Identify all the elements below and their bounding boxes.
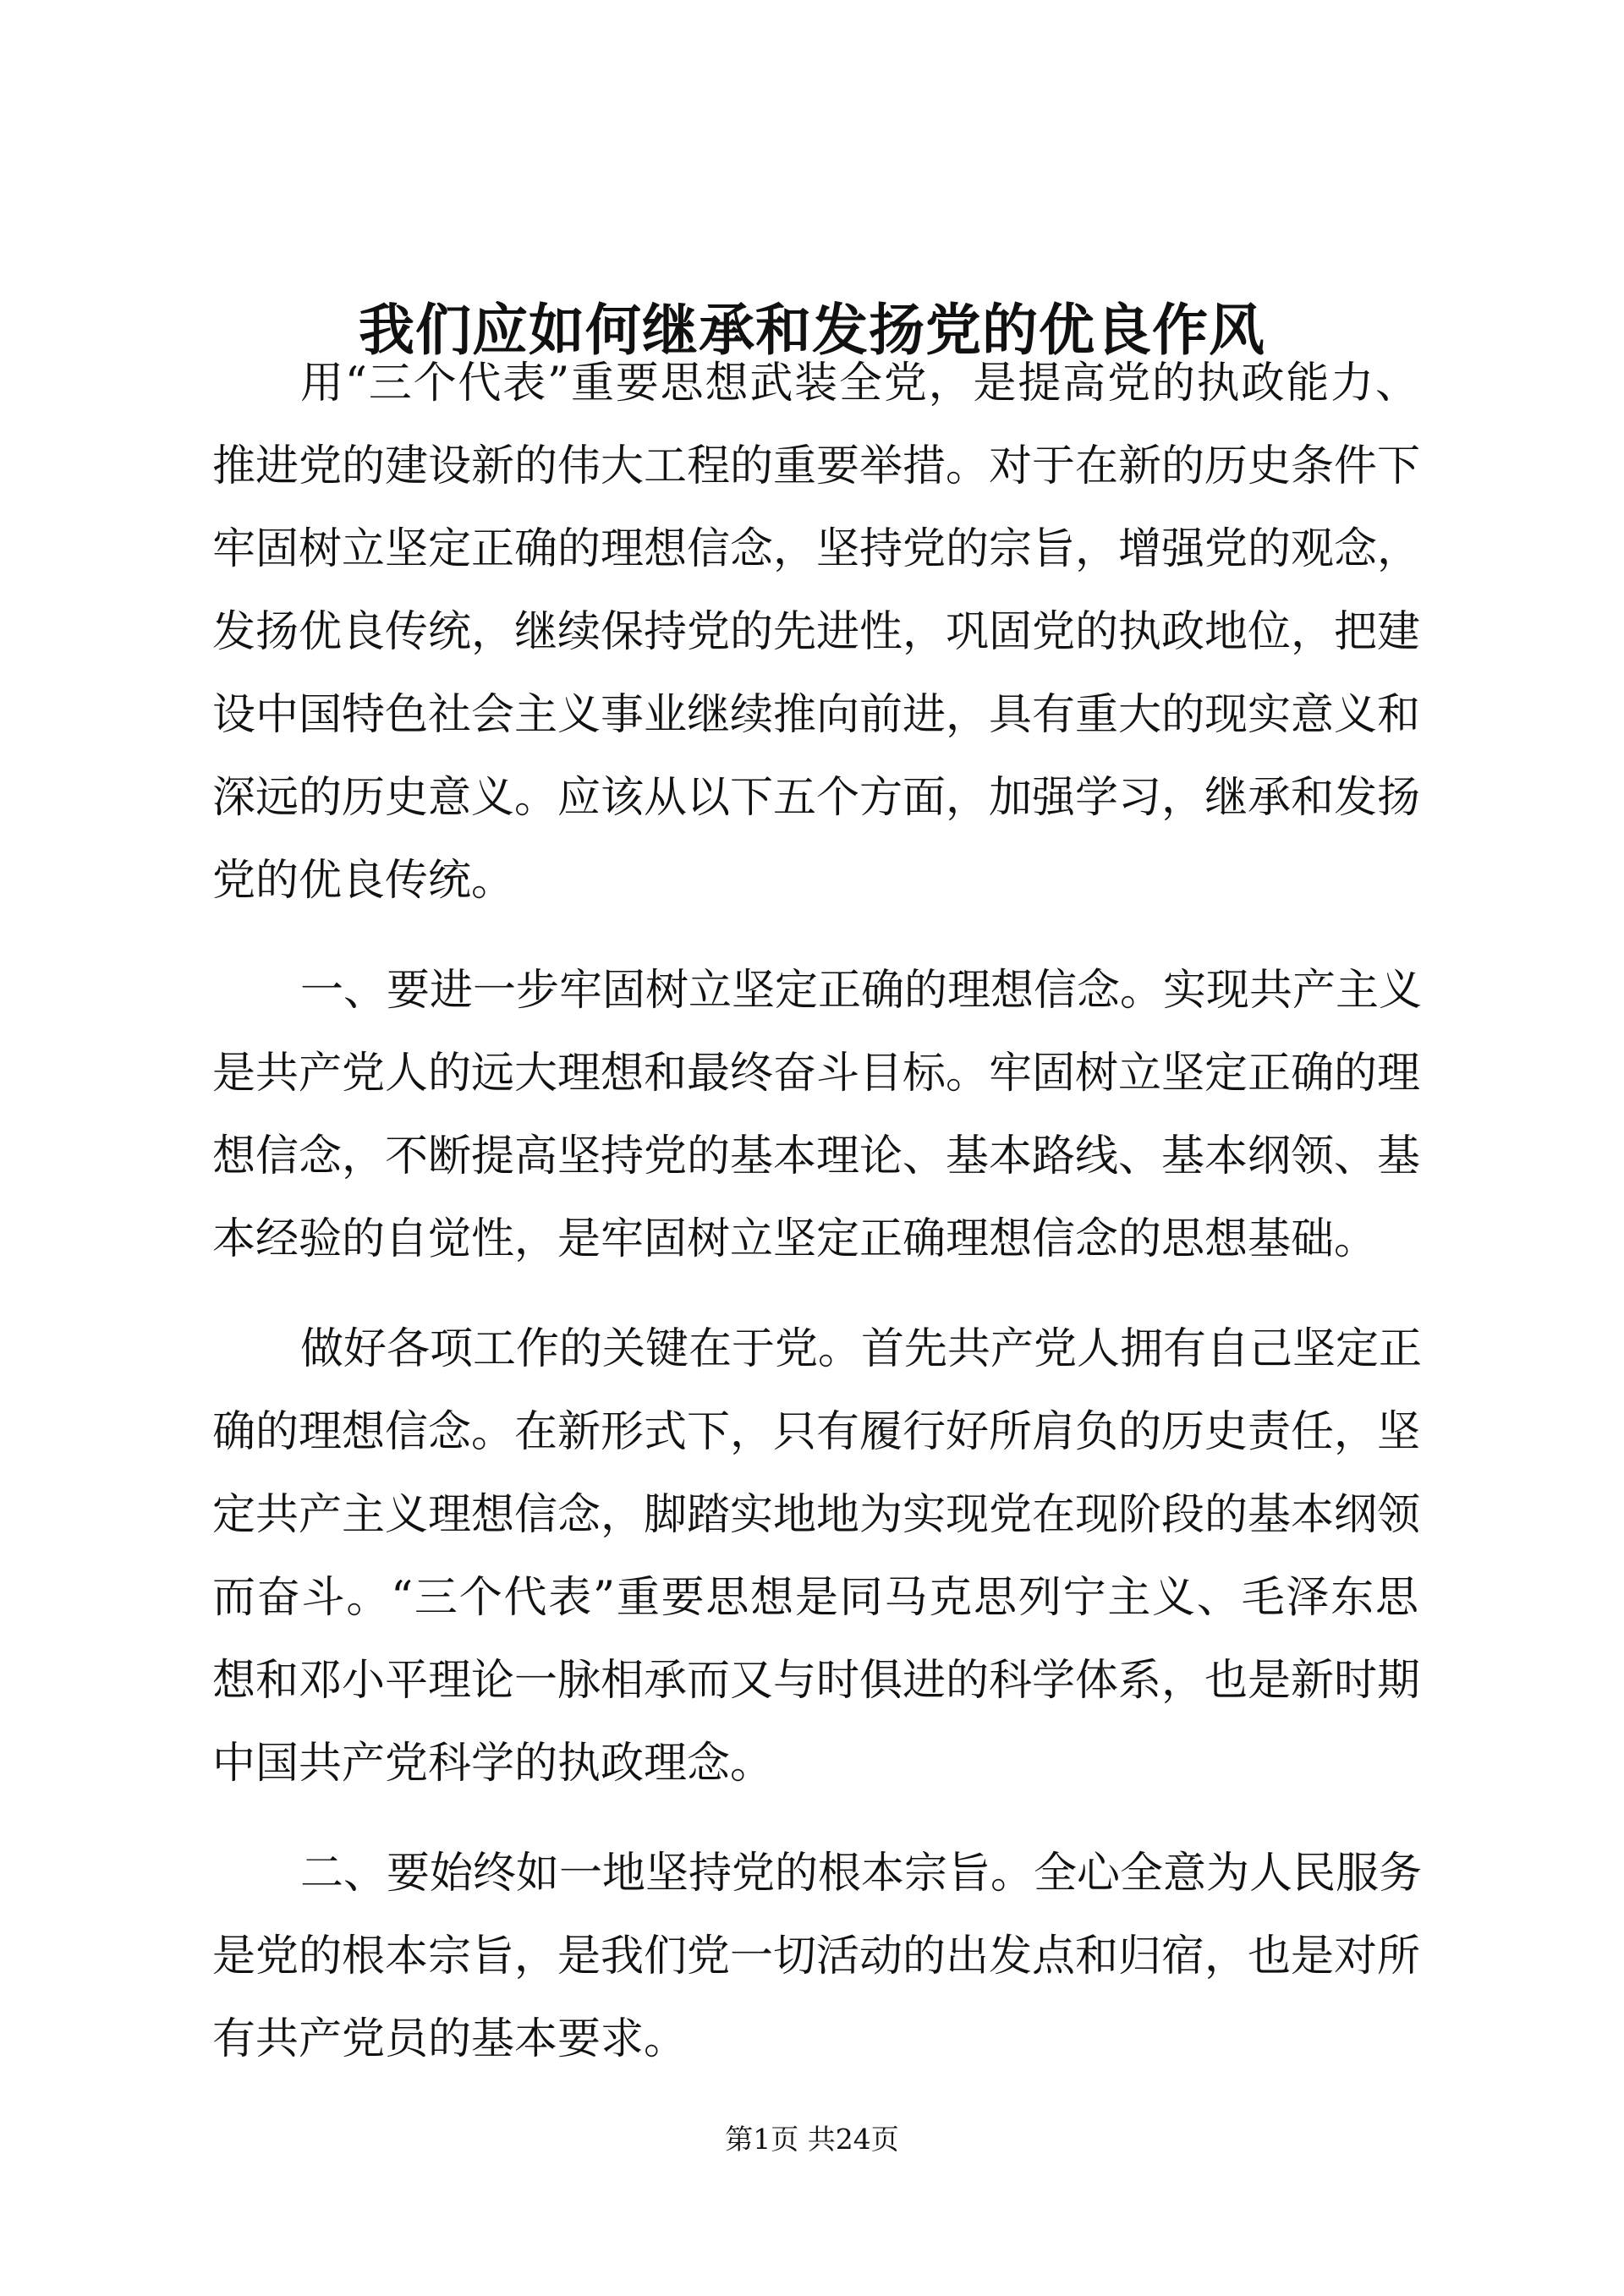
paragraph-line: 本经验的自觉性，是牢固树立坚定正确理想信念的思想基础。	[212, 1214, 1378, 1264]
paragraph-line: 是党的根本宗旨，是我们党一切活动的出发点和归宿，也是对所	[212, 1932, 1421, 1981]
paragraph-line: 是共产党人的远大理想和最终奋斗目标。牢固树立坚定正确的理	[212, 1049, 1421, 1099]
paragraph-line: 确的理想信念。在新形式下，只有履行好所肩负的历史责任，坚	[212, 1407, 1421, 1457]
paragraph-line: 想信念，不断提高坚持党的基本理论、基本路线、基本纲领、基	[212, 1132, 1421, 1181]
paragraph-line: 用“三个代表”重要思想武装全党，是提高党的执政能力、	[300, 359, 1418, 408]
paragraph	[212, 966, 1423, 1297]
paragraph-line: 有共产党员的基本要求。	[212, 2014, 688, 2064]
document-body	[212, 359, 1423, 2097]
paragraph-line: 定共产主义理想信念，脚踏实地地为实现党在现阶段的基本纲领	[212, 1490, 1421, 1540]
paragraph-line: 深远的历史意义。应该从以下五个方面，加强学习，继承和发扬	[212, 773, 1421, 823]
paragraph-line: 而奋斗。“三个代表”重要思想是同马克思列宁主义、毛泽东思	[212, 1573, 1418, 1623]
paragraph-line: 设中国特色社会主义事业继续推向前进，具有重大的现实意义和	[212, 690, 1421, 740]
paragraph-line: 中国共产党科学的执政理念。	[212, 1739, 774, 1789]
paragraph	[212, 359, 1421, 939]
paragraph	[212, 1324, 1423, 1822]
paragraph-line: 党的优良传统。	[212, 856, 515, 906]
paragraph	[212, 1849, 1423, 2097]
page-footer-page-number: 第1页 共24页	[725, 2123, 899, 2156]
paragraph-line: 二、要始终如一地坚持党的根本宗旨。全心全意为人民服务	[300, 1849, 1423, 1899]
paragraph-line: 发扬优良传统，继续保持党的先进性，巩固党的执政地位，把建	[212, 607, 1421, 657]
paragraph-line: 一、要进一步牢固树立坚定正确的理想信念。实现共产主义	[300, 966, 1423, 1016]
paragraph-line: 想和邓小平理论一脉相承而又与时俱进的科学体系，也是新时期	[212, 1656, 1421, 1706]
paragraph-line: 做好各项工作的关键在于党。首先共产党人拥有自己坚定正	[300, 1324, 1423, 1374]
paragraph-line: 推进党的建设新的伟大工程的重要举措。对于在新的历史条件下	[212, 441, 1421, 491]
paragraph-line: 牢固树立坚定正确的理想信念，坚持党的宗旨，增强党的观念，	[212, 524, 1421, 574]
document-title: 我们应如何继承和发扬党的优良作风	[359, 297, 1265, 363]
